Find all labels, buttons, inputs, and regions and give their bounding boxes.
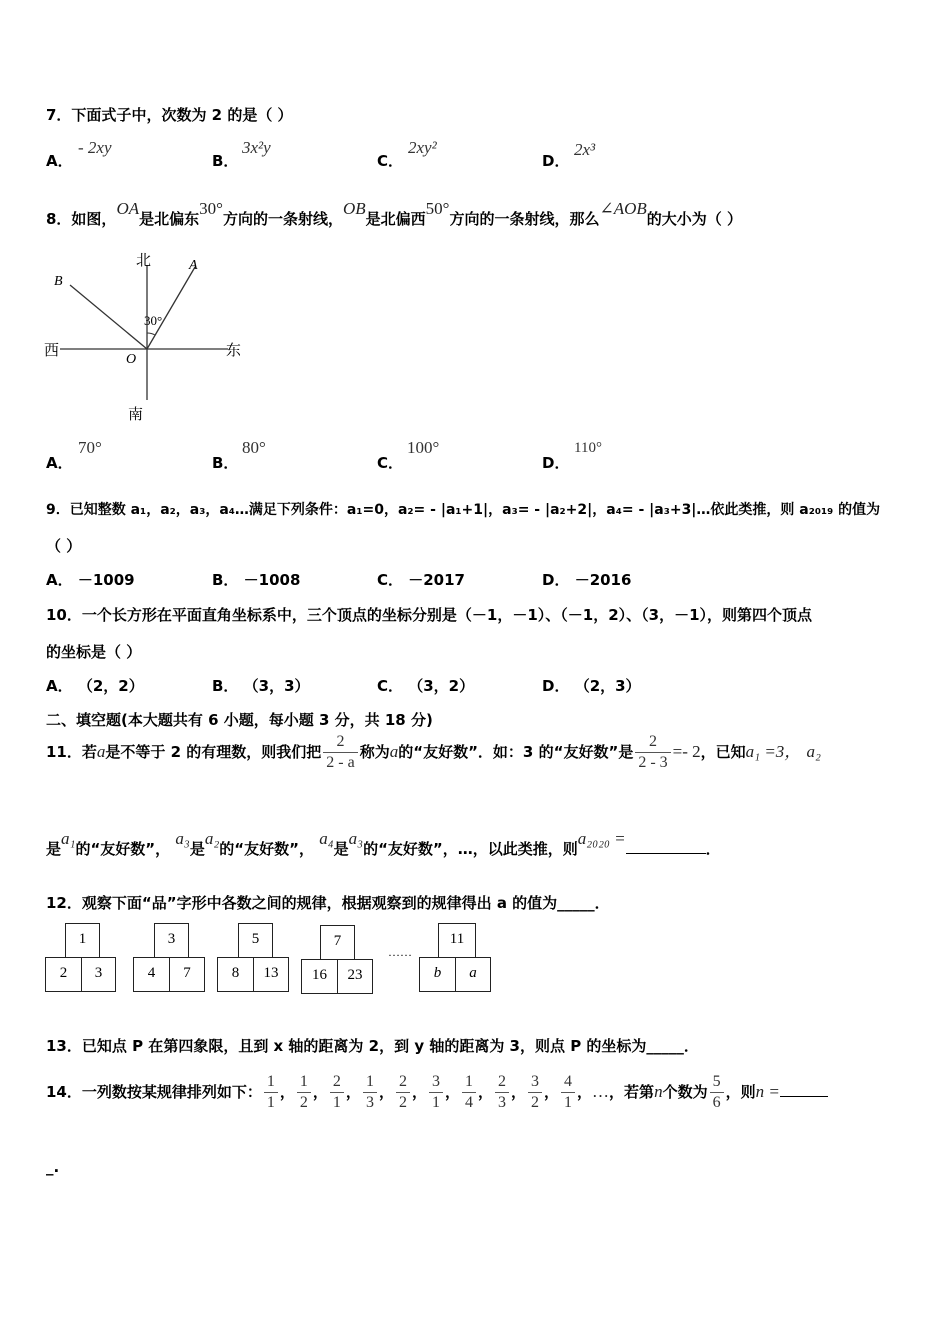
ray-ob [70,285,147,349]
q12-stem: 12．观察下面“品”字形中各数之间的规律，根据观察到的规律得出 a 的值为_____． [46,894,610,912]
q13-stem: 13．已知点 P 在第四象限，且到 x 轴的距离为 2，到 y 轴的距离为 3，则点 P 的坐标为_____． [46,1037,699,1055]
ob-symbol: OB [342,199,366,218]
q11-line-2: 是a₁的“友好数”， a₃是a₂的“友好数”， a₄是a₃的“友好数”，…，以此类推，则a₂₀₂₀ =． [46,829,721,858]
q10-stem-2: 的坐标是（ ） [46,643,142,661]
q10-option-b: B． （3，3） [212,677,310,695]
label-b: B [54,274,63,289]
q7-option-d-label: D． [542,152,570,170]
label-west: 西 [44,341,60,359]
q7-option-a-label: A． [46,152,73,170]
q7-option-b-value: 3x²y [242,138,271,157]
q10-stem: 10．一个长方形在平面直角坐标系中，三个顶点的坐标分别是（－1，－1）、（－1，2）、（3，－1），则第四个顶点 [46,606,813,624]
q8-stem: 8．如图，OA是北偏东30°方向的一条射线，OB是北偏西50°方向的一条射线，那么∠AOB的大小为（ ） [46,199,742,228]
q10-option-c: C． （3，2） [377,677,475,695]
pin-3-right: 13 [253,957,289,992]
label-north: 北 [136,251,152,269]
label-east: 东 [226,341,242,359]
angle-aob: ∠AOB [599,199,647,218]
q9-option-c: C． －2017 [377,571,465,589]
q8-option-d-value: 110° [574,440,602,456]
q10-option-d: D． （2，3） [542,677,641,695]
compass-figure [40,245,260,430]
pin-5-right: a [455,957,491,992]
pin-ellipsis: …… [388,945,412,959]
q9-option-a: A． －1009 [46,571,135,589]
pin-4-left: 16 [301,959,338,994]
q11-example-fraction: $\frac{2}{2 - 3}$ [635,732,670,773]
pin-4-top: 7 [320,925,355,960]
pin-5-left: b [419,957,456,992]
pin-2-left: 4 [133,957,170,992]
pin-5-top: 11 [438,923,476,958]
q11-fraction: $\frac{2}{2 - a}$ [323,732,357,773]
q10-option-a: A． （2，2） [46,677,144,695]
deg-30: 30° [199,199,223,218]
pin-4-right: 23 [337,959,373,994]
q14-line: 14．一列数按某规律排列如下： $\frac{1}{1}$ ， $\frac{1}{2}$ ， $\frac{2}{1}$ ， $\frac{1}{3}$ ， $\frac{2}{2}$ ， $\frac{3}{1}$ ， $\frac{1}{4}$ ， $\frac{2}{3}$ ， $\frac{3}{2}$ ， $\frac{4}{1}$ ，…，若第n个数为 $\frac{5}{6}$ ，则n = [46,1072,828,1113]
q11-answer-blank [626,853,706,854]
q7-option-c-label: C． [377,152,404,170]
q14-answer-blank [780,1096,828,1097]
pin-3-top: 5 [238,923,273,958]
q8-option-c-value: 100° [407,438,440,457]
q8-option-a-value: 70° [78,438,102,457]
q9-option-d: D． －2016 [542,571,632,589]
pin-1-right: 3 [81,957,116,992]
pin-3-left: 8 [217,957,254,992]
q11-line-1: 11．若a是不等于 2 的有理数，则我们把 $\frac{2}{2 - a}$ 称为a的“友好数”．如：3 的“友好数”是 $\frac{2}{2 - 3}$ =- 2，已知a₁ =3， a₂ [46,733,821,771]
oa-symbol: OA [116,199,140,218]
pin-2-top: 3 [154,923,189,958]
label-south: 南 [128,405,144,423]
angle-arc [147,333,155,335]
ray-oa [147,267,195,349]
q9-option-b: B． －1008 [212,571,301,589]
section-2-heading: 二、填空题(本大题共有 6 小题，每小题 3 分，共 18 分) [46,711,433,729]
pin-1-top: 1 [65,923,100,958]
q7-option-c-value: 2xy² [408,138,437,157]
q7-stem: 7．下面式子中，次数为 2 的是（ ） [46,106,293,124]
q7-option-b-label: B． [212,152,239,170]
q8-option-b-label: B． [212,454,239,472]
q8-option-b-value: 80° [242,438,266,457]
q8-option-d-label: D． [542,454,570,472]
q9-stem: 9．已知整数 a₁，a₂，a₃，a₄…满足下列条件：a₁=0，a₂= - |a₁+1|，a₃= - |a₂+2|，a₄= - |a₃+3|…依此类推，则 a₂₀₁₉ 的值为 [46,502,881,518]
q14-tail: _. [46,1158,60,1176]
q7-option-d-value: 2x³ [574,140,596,159]
pin-2-right: 7 [169,957,205,992]
q8-option-c-label: C． [377,454,404,472]
q9-stem-2: （ ） [46,537,82,555]
q7-option-a-value: - 2xy [78,138,112,157]
label-a: A [189,258,198,273]
q8-option-a-label: A． [46,454,73,472]
pin-1-left: 2 [45,957,82,992]
deg-50: 50° [425,199,450,218]
label-o: O [126,352,137,367]
label-30-deg: 30° [144,313,163,328]
